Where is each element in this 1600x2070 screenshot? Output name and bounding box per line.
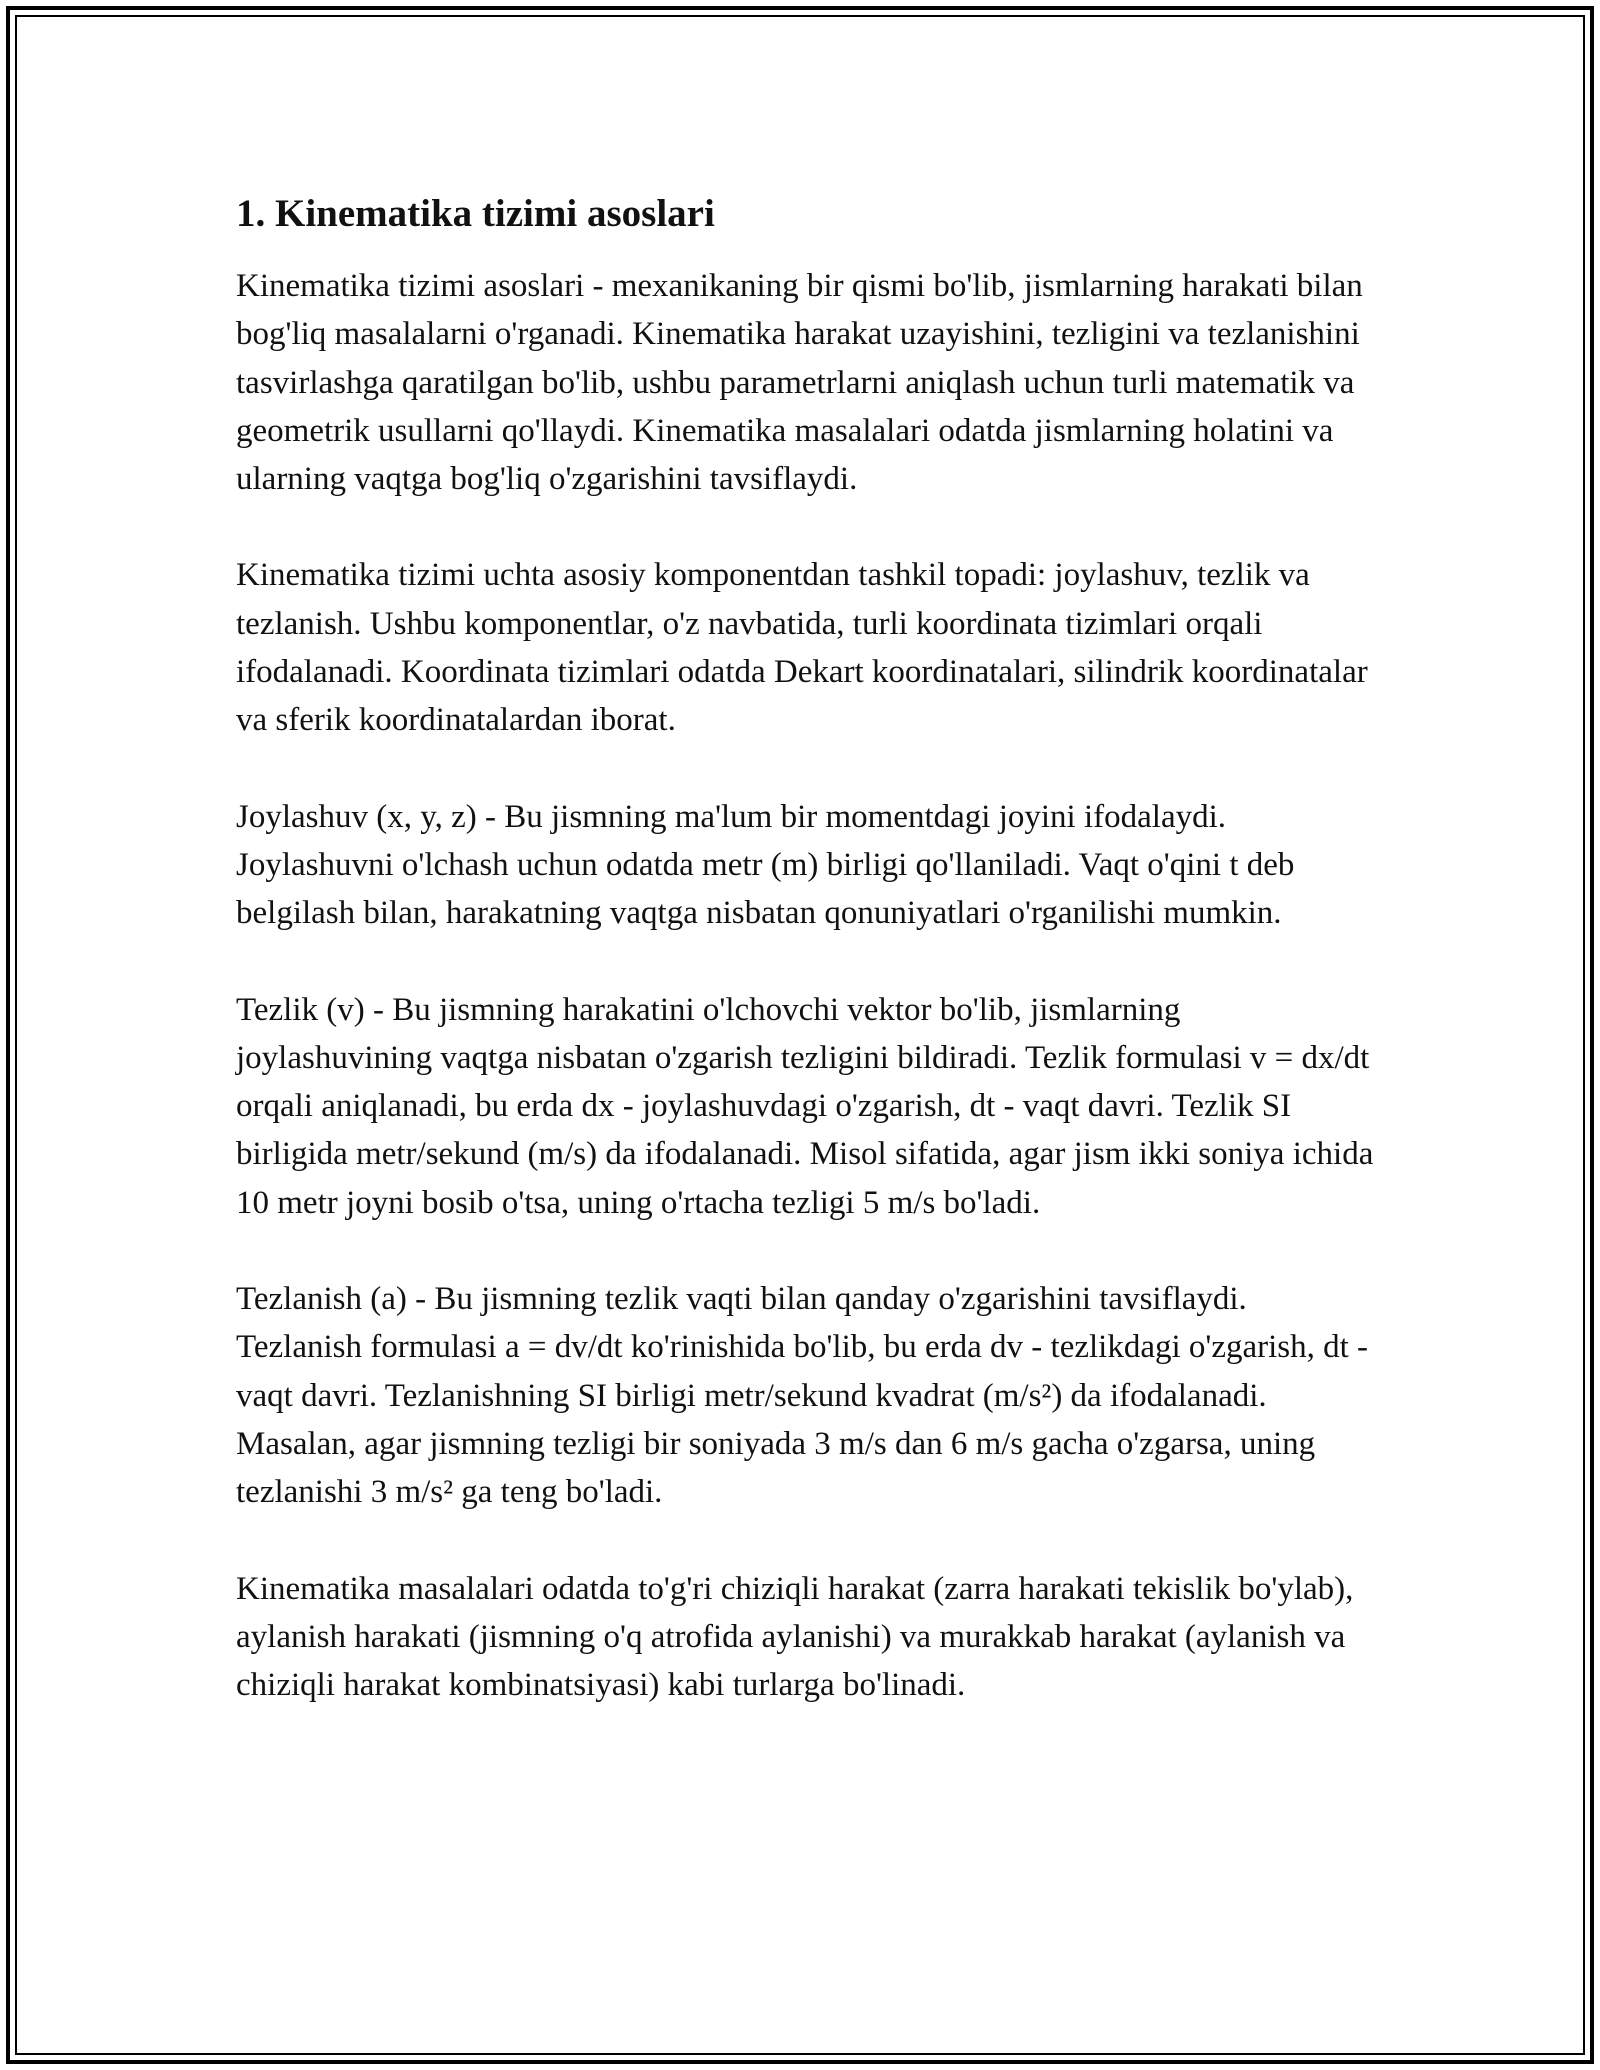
paragraph-motion-types: Kinematika masalalari odatda to'g'ri chiziqli harakat (zarra harakati tekislik bo'ylab), aylanish harakati (jismning o'q atrofida aylanishi) va murakkab harakat (aylanish va chiziqli harakat kombinatsiyasi) kabi turlarga bo'linadi. bbox=[236, 1570, 1354, 1704]
page-title: 1. Kinematika tizimi asoslari bbox=[236, 192, 715, 235]
document-body bbox=[236, 186, 1376, 1757]
paragraph-velocity: Tezlik (v) - Bu jismning harakatini o'lchovchi vektor bo'lib, jismlarning joylashuvining vaqtga nisbatan o'zgarish tezligini bildiradi. Tezlik formulasi v = dx/dt orqali aniqlanadi, bu erda dx - joylashuvdagi o'zgarish, dt - vaqt davri. Tezlik SI birligida metr/sekund (m/s) da ifodalanadi. Misol sifatida, agar jism ikki soniya ichida 10 metr joyni bosib o'tsa, uning o'rtacha tezligi 5 m/s bo'ladi. bbox=[236, 991, 1374, 1221]
paragraph-acceleration: Tezlanish (a) - Bu jismning tezlik vaqti bilan qanday o'zgarishini tavsiflaydi. Tezlanish formulasi a = dv/dt ko'rinishida bo'lib, bu erda dv - tezlikdagi o'zgarish, dt - vaqt davri. Tezlanishning SI birligi metr/sekund kvadrat (m/s²) da ifodalanadi. Masalan, agar jismning tezligi bir soniyada 3 m/s dan 6 m/s gacha o'zgarsa, uning tezlanishi 3 m/s² ga teng bo'ladi. bbox=[236, 1281, 1369, 1511]
paragraph-position: Joylashuv (x, y, z) - Bu jismning ma'lum bir momentdagi joyini ifodalaydi. Joylashuvni o'lchash uchun odatda metr (m) birligi qo'llaniladi. Vaqt o'qini t deb belgilash bilan, harakatning vaqtga nisbatan qonuniyatlari o'rganilishi mumkin. bbox=[236, 798, 1295, 932]
paragraph-intro: Kinematika tizimi asoslari - mexanikaning bir qismi bo'lib, jismlarning harakati bilan bog'liq masalalarni o'rganadi. Kinematika harakat uzayishini, tezligini va tezlanishini tasvirlashga qaratilgan bo'lib, ushbu parametrlarni aniqlash uchun turli matematik va geometrik usullarni qo'llaydi. Kinematika masalalari odatda jismlarning holatini va ularning vaqtga bog'liq o'zgarishini tavsiflaydi. bbox=[236, 268, 1363, 498]
paragraph-components: Kinematika tizimi uchta asosiy komponentdan tashkil topadi: joylashuv, tezlik va tezlanish. Ushbu komponentlar, o'z navbatida, turli koordinata tizimlari orqali ifodalanadi. Koordinata tizimlari odatda Dekart koordinatalari, silindrik koordinatalar va sferik koordinatalardan iborat. bbox=[236, 557, 1368, 739]
